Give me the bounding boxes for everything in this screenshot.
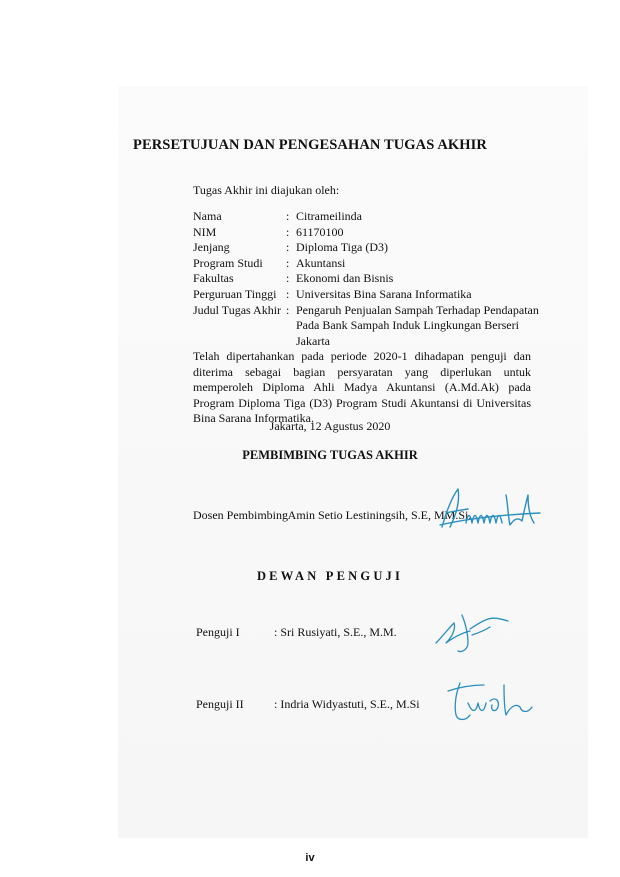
info-label: Jenjang: [193, 240, 230, 255]
info-value: Ekonomi dan Bisnis: [296, 271, 394, 286]
info-separator: :: [286, 271, 290, 286]
penguji-1-label: Penguji I: [196, 625, 240, 639]
penguji-heading: DEWAN PENGUJI: [256, 569, 404, 583]
place-date: Jakarta, 12 Agustus 2020: [269, 419, 391, 433]
info-label: Fakultas: [193, 271, 234, 286]
info-label: Program Studi: [193, 255, 263, 270]
info-value: 61170100: [296, 224, 344, 239]
info-value: Akuntansi: [296, 255, 346, 270]
penguji-2-name: : Indria Widyastuti, S.E., M.Si: [274, 697, 420, 711]
info-row-nim: [193, 225, 543, 241]
info-value: Universitas Bina Sarana Informatika: [296, 286, 472, 301]
info-value: Citrameilinda: [296, 209, 362, 223]
approval-paragraph: Telah dipertahankan pada periode 2020-1 dihadapan penguji dan diterima sebagai bagian persyaratan yang diperlukan untuk memperoleh Diploma Ahli Madya Akuntansi (A.Md.Ak) pada Program Diploma Tiga (D3) Program Studi Akuntansi di Universitas Bina Sarana Informatika.: [193, 349, 531, 426]
dosen-signature: [436, 483, 546, 533]
info-row-fakultas: [193, 271, 543, 287]
info-value: Diploma Tiga (D3): [296, 240, 389, 255]
info-separator: :: [286, 255, 290, 270]
intro-text: Tugas Akhir ini diajukan oleh:: [193, 183, 340, 197]
info-row-judul: [193, 303, 543, 350]
penguji-1-signature: [432, 607, 512, 655]
page-title: PERSETUJUAN DAN PENGESAHAN TUGAS AKHIR: [132, 137, 487, 153]
info-label: Perguruan Tinggi: [193, 286, 277, 301]
info-separator: :: [286, 302, 290, 317]
penguji-2-signature: [446, 677, 536, 725]
info-separator: :: [286, 224, 290, 239]
info-label: NIM: [193, 224, 217, 239]
student-info-table: [193, 209, 543, 349]
dosen-name: : Amin Setio Lestiningsih, S.E, MM.Si.: [282, 508, 472, 522]
info-row-jenjang: [193, 240, 543, 256]
penguji-2-label: Penguji II: [196, 697, 244, 711]
info-row-perguruan-tinggi: [193, 287, 543, 303]
info-separator: :: [286, 209, 290, 223]
info-label: Nama: [193, 209, 222, 223]
pembimbing-heading: PEMBIMBING TUGAS AKHIR: [242, 448, 418, 462]
info-separator: :: [286, 240, 290, 255]
info-separator: :: [286, 286, 290, 301]
info-value: Pengaruh Penjualan Sampah Terhadap Pendapatan Pada Bank Sampah Induk Lingkungan Berseri Jakarta: [296, 302, 539, 348]
info-row-program-studi: [193, 256, 543, 272]
dosen-label: Dosen Pembimbing: [193, 508, 288, 522]
penguji-1-name: : Sri Rusiyati, S.E., M.M.: [274, 625, 397, 639]
info-label: Judul Tugas Akhir: [193, 302, 282, 317]
info-row-nama: [193, 209, 543, 225]
page-number: iv: [305, 852, 315, 864]
